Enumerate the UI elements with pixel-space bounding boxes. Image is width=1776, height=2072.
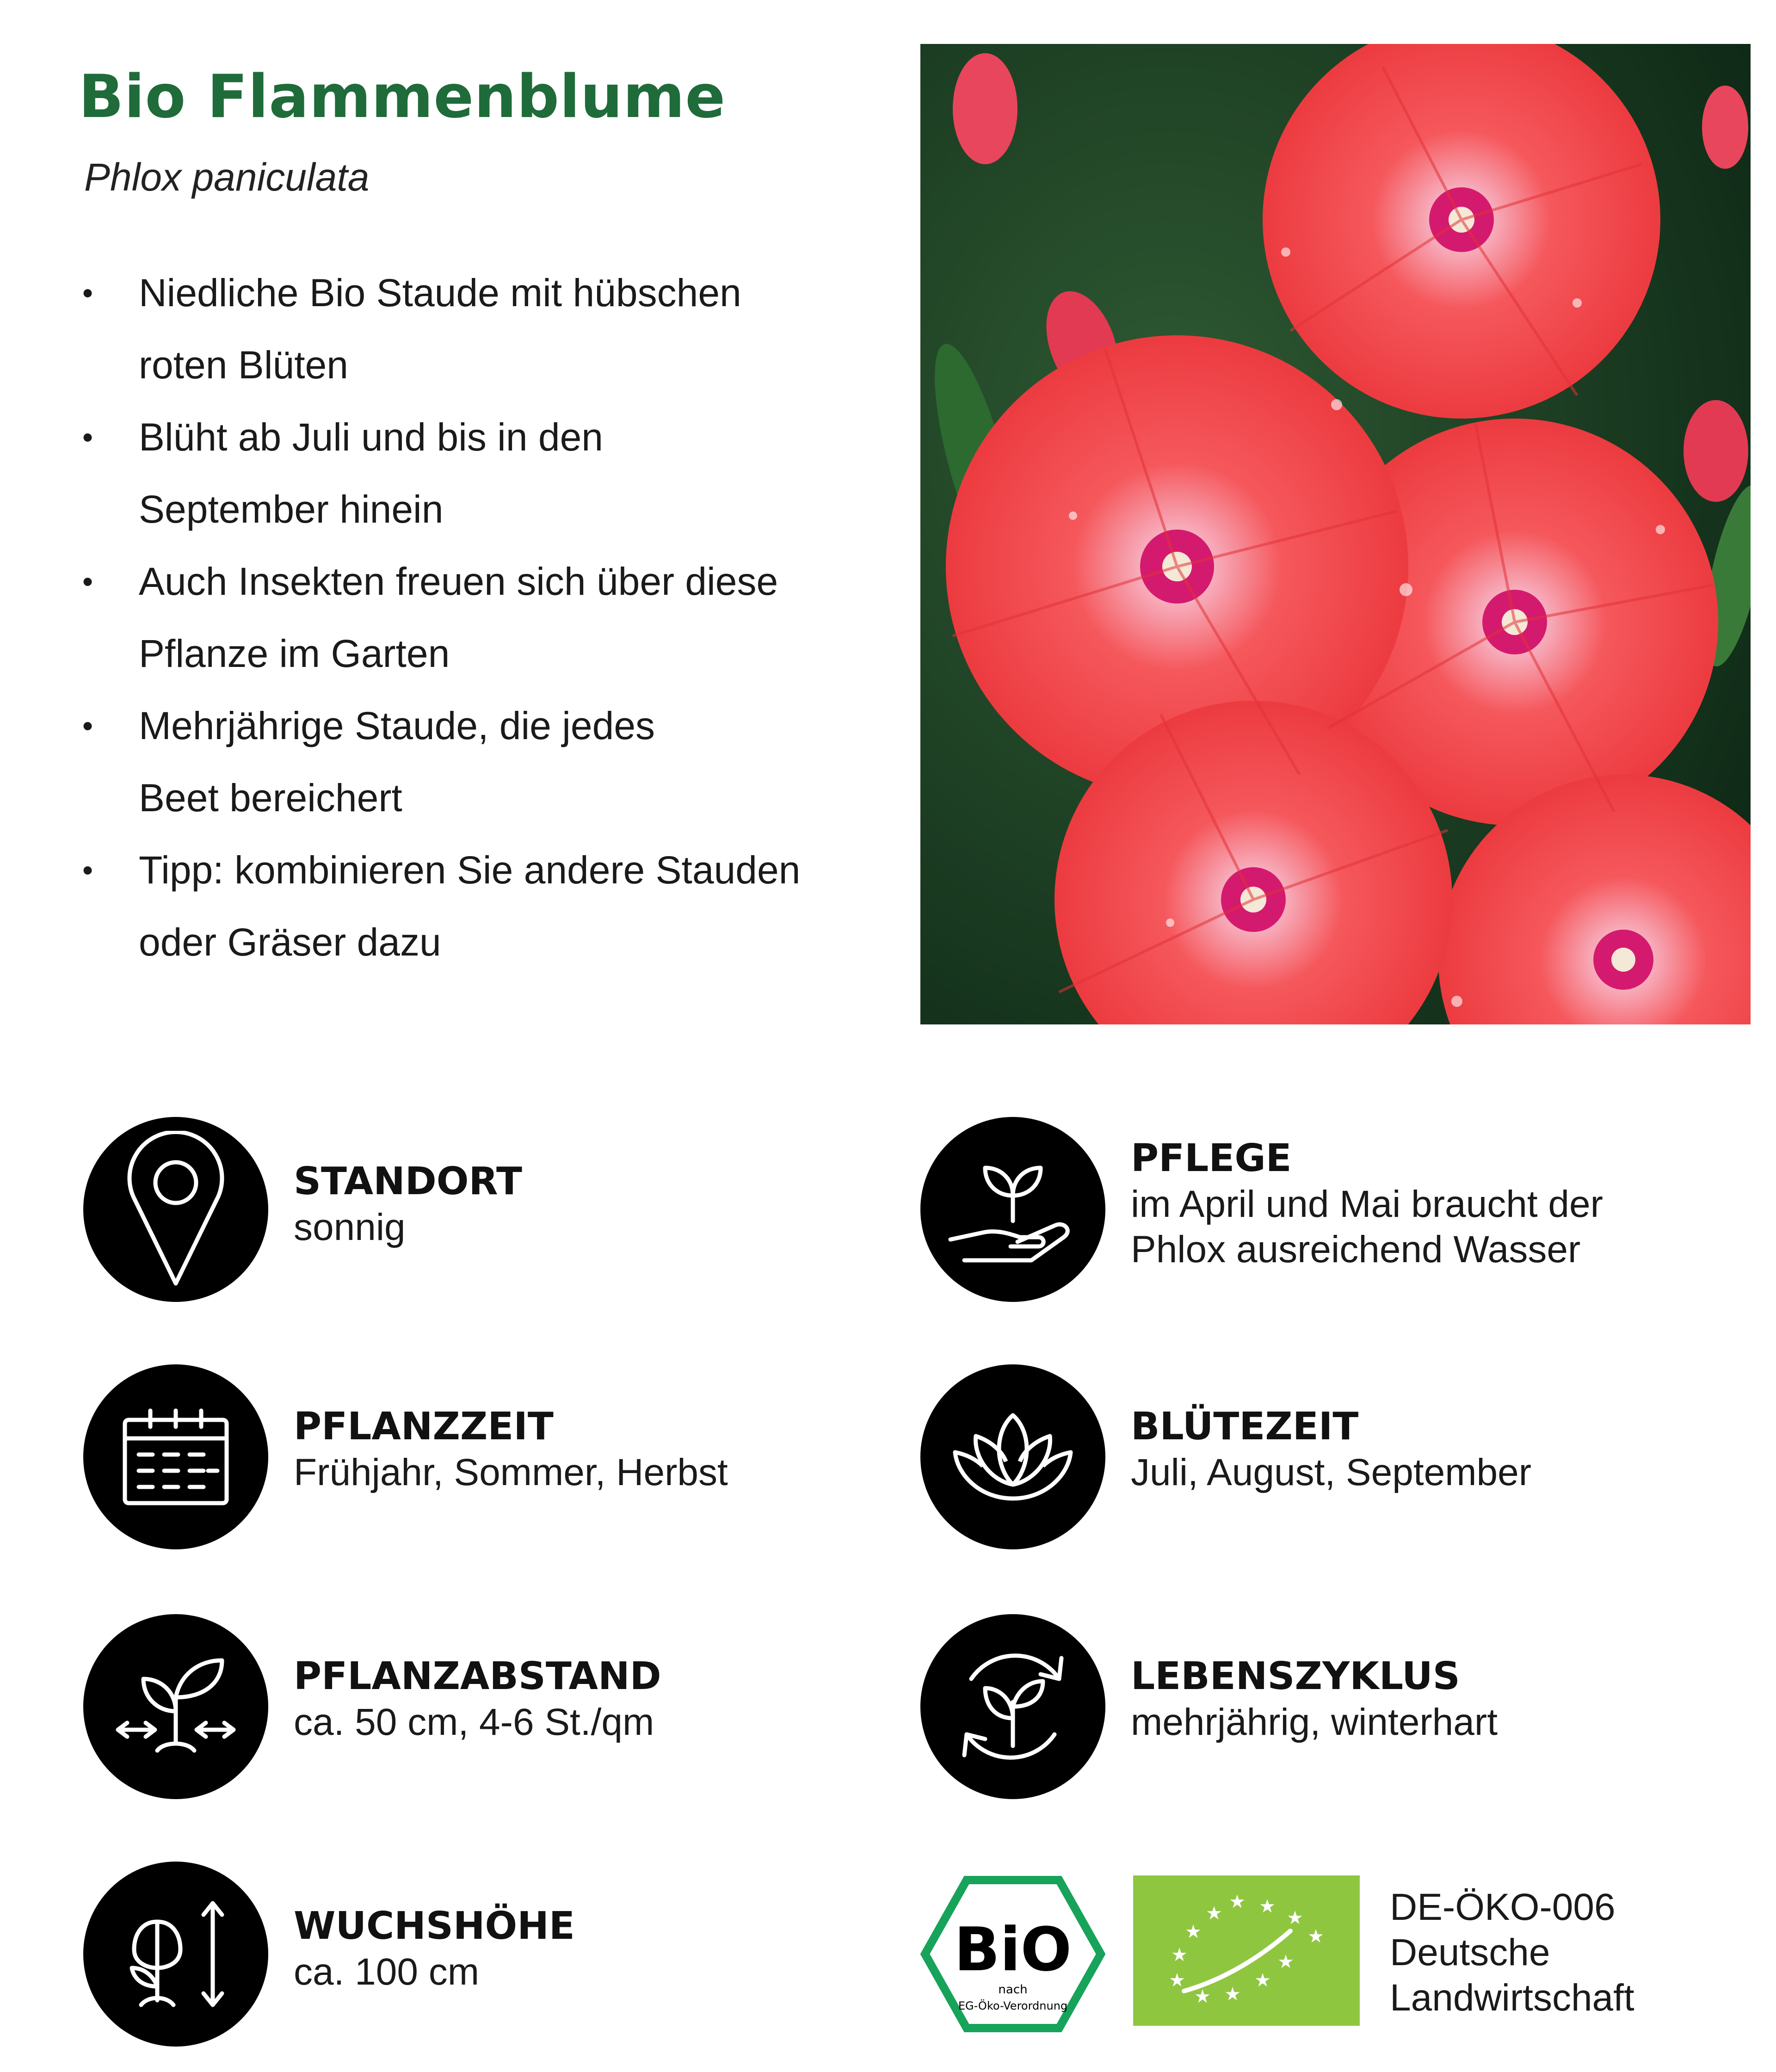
svg-text:★: ★ (1169, 1970, 1185, 1991)
latin-name: Phlox paniculata (84, 155, 370, 199)
svg-text:★: ★ (1194, 1986, 1211, 2007)
feature-label: PFLANZZEIT (294, 1405, 554, 1449)
feature-value: ca. 100 cm (294, 1951, 480, 1993)
feature-label: BLÜTEZEIT (1131, 1405, 1359, 1449)
svg-text:★: ★ (1287, 1907, 1303, 1929)
calendar-icon (83, 1364, 268, 1549)
lotus-icon (920, 1364, 1105, 1549)
product-title: Bio Flammenblume (79, 62, 726, 131)
svg-text:★: ★ (1206, 1903, 1222, 1924)
certification-line1: Deutsche (1390, 1931, 1550, 1973)
feature-value: sonnig (294, 1206, 406, 1248)
phlox-flowers-image (920, 44, 1751, 1024)
certification-line2: Landwirtschaft (1390, 1977, 1634, 2019)
certification-block (920, 1875, 1753, 2033)
bullet-dot-icon: • (82, 420, 93, 454)
svg-text:★: ★ (1254, 1970, 1271, 1991)
bullet-line: Pflanze im Garten (139, 632, 450, 675)
feature-pflege (920, 1117, 1707, 1302)
svg-text:★: ★ (1277, 1951, 1294, 1973)
bullet-dot-icon: • (82, 564, 93, 598)
bullet-dot-icon: • (82, 709, 93, 743)
bullet-dot-icon: • (82, 853, 93, 887)
feature-value: Frühjahr, Sommer, Herbst (294, 1451, 728, 1493)
certification-text (1390, 1885, 1634, 2021)
product-photo (920, 44, 1751, 1024)
bio-seal-line2: EG-Öko-Verordnung (958, 1999, 1068, 2012)
certification-code: DE-ÖKO-006 (1390, 1886, 1616, 1928)
bullet-dot-icon: • (82, 276, 93, 310)
feature-label: WUCHSHÖHE (294, 1904, 575, 1948)
bullet-line: September hinein (139, 487, 444, 531)
feature-value: im April und Mai braucht der (1131, 1183, 1603, 1225)
svg-text:★: ★ (1224, 1984, 1241, 2005)
bio-seal-word: BiO (954, 1914, 1072, 1985)
feature-bluetezeit (920, 1364, 1707, 1549)
bullet-item (79, 690, 865, 834)
bullet-line: Blüht ab Juli und bis in den (139, 415, 604, 459)
svg-text:★: ★ (1185, 1921, 1202, 1942)
plant-height-icon (83, 1862, 268, 2047)
bullet-item (79, 545, 865, 690)
bio-seal-logo (920, 1875, 1105, 2033)
bullet-line: oder Gräser dazu (139, 920, 441, 964)
feature-value: Phlox ausreichend Wasser (1131, 1228, 1581, 1270)
bullet-item (79, 401, 865, 545)
feature-standort (83, 1117, 870, 1302)
bullet-line: Mehrjährige Staude, die jedes (139, 704, 655, 747)
feature-lebenszyklus (920, 1614, 1707, 1799)
location-pin-icon (83, 1117, 268, 1302)
feature-pflanzabstand (83, 1614, 870, 1799)
bullet-line: Auch Insekten freuen sich über diese (139, 560, 778, 603)
eu-organic-logo (1133, 1875, 1360, 2026)
feature-value: Juli, August, September (1131, 1451, 1532, 1493)
bullet-line: Niedliche Bio Staude mit hübschen (139, 271, 741, 314)
svg-text:★: ★ (1259, 1896, 1276, 1917)
svg-text:★: ★ (1307, 1926, 1324, 1947)
feature-label: STANDORT (294, 1159, 522, 1203)
feature-bullet-list (79, 257, 865, 978)
feature-label: PFLANZABSTAND (294, 1654, 661, 1698)
feature-label: PFLEGE (1131, 1136, 1292, 1180)
hand-sprout-icon (920, 1117, 1105, 1302)
bullet-line: roten Blüten (139, 343, 348, 387)
svg-text:★: ★ (1229, 1891, 1246, 1912)
bullet-item (79, 834, 865, 978)
bullet-line: Tipp: kombinieren Sie andere Stauden (139, 848, 801, 892)
svg-text:★: ★ (1171, 1944, 1188, 1966)
feature-wuchshoehe (83, 1862, 870, 2047)
lifecycle-icon (920, 1614, 1105, 1799)
feature-pflanzzeit (83, 1364, 870, 1549)
feature-label: LEBENSZYKLUS (1131, 1654, 1460, 1698)
plant-spacing-icon (83, 1614, 268, 1799)
bullet-item (79, 257, 865, 401)
bio-seal-line1: nach (998, 1983, 1028, 1997)
bullet-line: Beet bereichert (139, 776, 402, 820)
feature-value: ca. 50 cm, 4-6 St./qm (294, 1701, 654, 1743)
feature-value: mehrjährig, winterhart (1131, 1701, 1498, 1743)
